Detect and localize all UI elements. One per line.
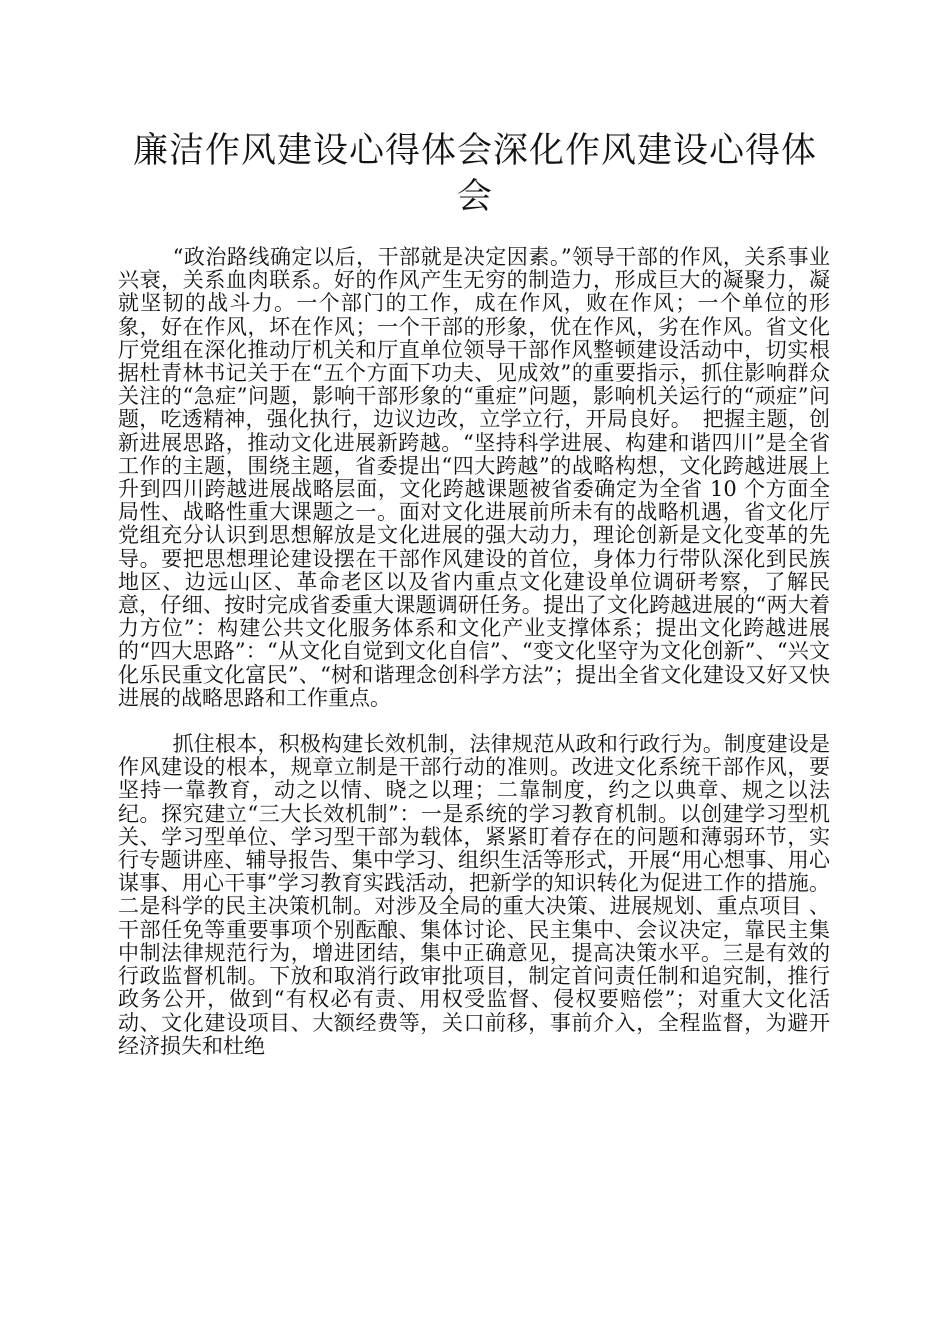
document-title: 廉洁作风建设心得体会深化作风建设心得体会 bbox=[132, 131, 817, 217]
document-body bbox=[118, 246, 830, 1058]
paragraph-1: “政治路线确定以后，干部就是决定因素。”领导干部的作风，关系事业兴衰，关系血肉联系。好的作风产生无穷的制造力，形成巨大的凝聚力，凝就坚韧的战斗力。一个部门的工作，成在作风，败在作风；一个单位的形象，好在作风，坏在作风；一个干部的形象，优在作风，劣在作风。省文化厅党组在深化推动厅机关和厅直单位领导干部作风整顿建设活动中，切实根据杜青林书记关于在“五个方面下功夫、见成效”的重要指示，抓住影响群众关注的“急症”问题，影响干部形象的“重症”问题，影响机关运行的“顽症”问题，吃透精神，强化执行，边议边改，立学立行，开局良好。 把握主题，创新进展思路，推动文化进展新跨越。“坚持科学进展、构建和谐四川”是全省工作的主题，围绕主题，省委提出“四大跨越”的战略构想，文化跨越进展上升到四川跨越进展战略层面，文化跨越课题被省委确定为全省 10 个方面全局性、战略性重大课题之一。面对文化进展前所未有的战略机遇，省文化厅党组充分认识到思想解放是文化进展的强大动力，理论创新是文化变革的先导。要把思想理论建设摆在干部作风建设的首位，身体力行带队深化到民族地区、边远山区、革命老区以及省内重点文化建设单位调研考察，了解民意，仔细、按时完成省委重大课题调研任务。提出了文化跨越进展的“两大着力方位”：构建公共文化服务体系和文化产业支撑体系；提出文化跨越进展的“四大思路”：“从文化自觉到文化自信”、“变文化坚守为文化创新”、“兴文化乐民重文化富民”、“树和谐理念创科学方法”；提出全省文化建设又好又快进展的战略思路和工作重点。 bbox=[118, 245, 830, 710]
paragraph-2: 抓住根本，积极构建长效机制，法律规范从政和行政行为。制度建设是作风建设的根本，规章立制是干部行动的准则。改进文化系统干部作风，要坚持一靠教育，动之以情、晓之以理；二靠制度，约之以典章、规之以法纪。探究建立“三大长效机制”：一是系统的学习教育机制。以创建学习型机关、学习型单位、学习型干部为载体，紧紧盯着存在的问题和薄弱环节，实行专题讲座、辅导报告、集中学习、组织生活等形式，开展“用心想事、用心谋事、用心干事”学习教育实践活动，把新学的知识转化为促进工作的措施。二是科学的民主决策机制。对涉及全局的重大决策、进展规划、重点项目 、干部任免等重要事项个别酝酿、集体讨论、民主集中、会议决定，靠民主集中制法律规范行为，增进团结，集中正确意见，提高决策水平。三是有效的行政监督机制。下放和取消行政审批项目，制定首问责任制和追究制，推行政务公开，做到“有权必有责、用权受监督、侵权要赔偿”；对重大文化活动、文化建设项目、大额经费等，关口前移，事前介入，全程监督，为避开经济损失和杜绝 bbox=[118, 732, 830, 1058]
